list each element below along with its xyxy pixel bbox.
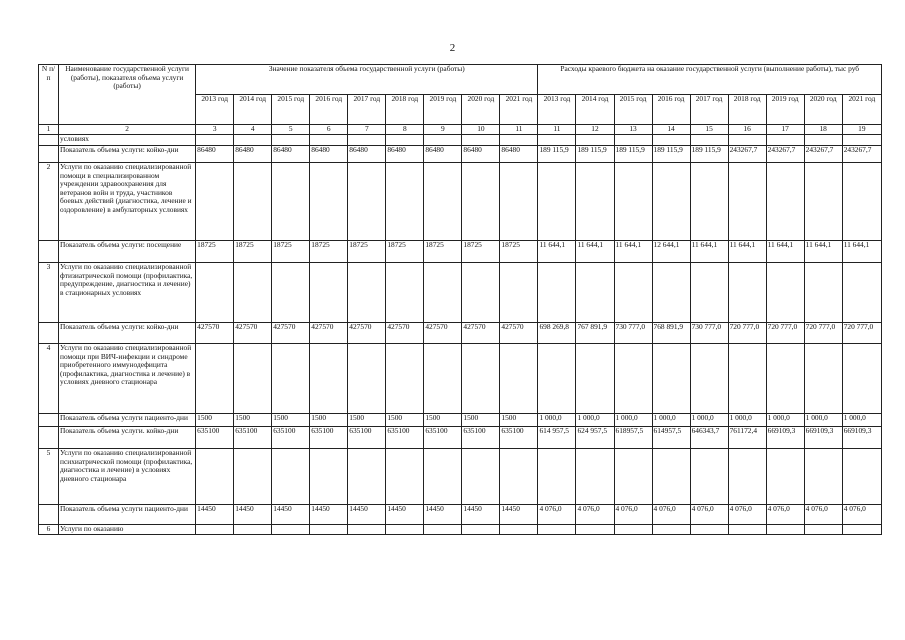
empty-cell bbox=[766, 163, 804, 241]
empty-cell bbox=[500, 344, 538, 414]
service-name: Услуги по оказанию специализированной фтизиатрической помощи (профилактика, предупреждение, диагностика и лечение) в стационарных условиях bbox=[59, 263, 196, 323]
service-name: условиях bbox=[59, 135, 196, 146]
empty-cell bbox=[462, 135, 500, 146]
expense-value: 698 269,8 bbox=[538, 323, 576, 344]
empty-cell bbox=[728, 163, 766, 241]
empty-cell bbox=[386, 344, 424, 414]
empty-cell bbox=[348, 135, 386, 146]
volume-value: 1500 bbox=[500, 414, 538, 427]
table-row bbox=[39, 323, 882, 344]
empty-cell bbox=[500, 525, 538, 535]
expense-value: 1 000,0 bbox=[576, 414, 614, 427]
header-column-index: 9 bbox=[424, 125, 462, 135]
row-number: 4 bbox=[39, 344, 59, 414]
empty-cell bbox=[690, 163, 728, 241]
volume-value: 18725 bbox=[500, 241, 538, 263]
header-column-index: 19 bbox=[842, 125, 881, 135]
expense-value: 4 076,0 bbox=[576, 505, 614, 525]
table-row bbox=[39, 449, 882, 505]
volume-value: 14450 bbox=[424, 505, 462, 525]
empty-cell bbox=[272, 163, 310, 241]
empty-cell bbox=[424, 163, 462, 241]
expense-value: 1 000,0 bbox=[614, 414, 652, 427]
header-volume-year: 2021 год bbox=[500, 95, 538, 125]
volume-value: 1500 bbox=[196, 414, 234, 427]
empty-cell bbox=[576, 263, 614, 323]
empty-cell bbox=[500, 263, 538, 323]
header-column-index: 1 bbox=[39, 125, 59, 135]
volume-value: 86480 bbox=[348, 146, 386, 163]
empty-cell bbox=[196, 344, 234, 414]
header-column-index: 12 bbox=[576, 125, 614, 135]
expense-value: 768 891,9 bbox=[652, 323, 690, 344]
header-expense-group: Расходы краевого бюджета на оказание государственной услуги (выполнение работы), тыс руб bbox=[538, 65, 882, 95]
volume-value: 635100 bbox=[500, 427, 538, 449]
volume-value: 14450 bbox=[348, 505, 386, 525]
volume-value: 86480 bbox=[462, 146, 500, 163]
volume-value: 1500 bbox=[234, 414, 272, 427]
volume-value: 427570 bbox=[462, 323, 500, 344]
expense-value: 11 644,1 bbox=[576, 241, 614, 263]
header-column-index: 2 bbox=[59, 125, 196, 135]
header-volume-year: 2016 год bbox=[310, 95, 348, 125]
expense-value: 1 000,0 bbox=[766, 414, 804, 427]
row-number bbox=[39, 414, 59, 427]
expense-value: 761172,4 bbox=[728, 427, 766, 449]
expense-value: 11 644,1 bbox=[614, 241, 652, 263]
empty-cell bbox=[234, 344, 272, 414]
volume-value: 427570 bbox=[500, 323, 538, 344]
volume-value: 1500 bbox=[424, 414, 462, 427]
volume-value: 86480 bbox=[424, 146, 462, 163]
empty-cell bbox=[196, 525, 234, 535]
empty-cell bbox=[576, 525, 614, 535]
expense-value: 624 957,5 bbox=[576, 427, 614, 449]
header-expense-year: 2014 год bbox=[576, 95, 614, 125]
indicator-name: Показатель объема услуги: койко-дни bbox=[59, 323, 196, 344]
empty-cell bbox=[462, 525, 500, 535]
indicator-name: Показатель объема услуги: койко-дни bbox=[59, 146, 196, 163]
empty-cell bbox=[728, 135, 766, 146]
volume-value: 427570 bbox=[424, 323, 462, 344]
header-expense-year: 2020 год bbox=[804, 95, 842, 125]
empty-cell bbox=[462, 449, 500, 505]
header-volume-year: 2017 год bbox=[348, 95, 386, 125]
empty-cell bbox=[538, 449, 576, 505]
empty-cell bbox=[234, 449, 272, 505]
empty-cell bbox=[804, 263, 842, 323]
volume-value: 1500 bbox=[462, 414, 500, 427]
empty-cell bbox=[310, 344, 348, 414]
volume-value: 427570 bbox=[386, 323, 424, 344]
expense-value: 1 000,0 bbox=[728, 414, 766, 427]
expense-value: 189 115,9 bbox=[538, 146, 576, 163]
header-column-index: 11 bbox=[538, 125, 576, 135]
expense-value: 243267,7 bbox=[766, 146, 804, 163]
row-number bbox=[39, 505, 59, 525]
empty-cell bbox=[386, 525, 424, 535]
empty-cell bbox=[576, 344, 614, 414]
header-column-index: 7 bbox=[348, 125, 386, 135]
expense-value: 11 644,1 bbox=[842, 241, 881, 263]
expense-value: 614 957,5 bbox=[538, 427, 576, 449]
volume-value: 18725 bbox=[424, 241, 462, 263]
empty-cell bbox=[424, 135, 462, 146]
expense-value: 4 076,0 bbox=[766, 505, 804, 525]
empty-cell bbox=[234, 135, 272, 146]
empty-cell bbox=[842, 263, 881, 323]
expense-value: 4 076,0 bbox=[538, 505, 576, 525]
empty-cell bbox=[462, 263, 500, 323]
table-row bbox=[39, 163, 882, 241]
header-column-index: 10 bbox=[462, 125, 500, 135]
service-name: Услуги по оказанию специализированной помощи в специализированном учреждении здравоохранения для ветеранов войн и труда, участников боевых действий (диагностика, лечение и оздоровление) в амбулаторных условиях bbox=[59, 163, 196, 241]
empty-cell bbox=[728, 263, 766, 323]
services-table bbox=[38, 64, 882, 535]
expense-value: 669109,3 bbox=[804, 427, 842, 449]
expense-value: 720 777,0 bbox=[842, 323, 881, 344]
indicator-name: Показатель объема услуги: посещение bbox=[59, 241, 196, 263]
expense-value: 11 644,1 bbox=[690, 241, 728, 263]
empty-cell bbox=[234, 163, 272, 241]
empty-cell bbox=[804, 135, 842, 146]
header-column-index: 6 bbox=[310, 125, 348, 135]
expense-value: 730 777,0 bbox=[690, 323, 728, 344]
empty-cell bbox=[500, 135, 538, 146]
header-column-index: 3 bbox=[196, 125, 234, 135]
table-row bbox=[39, 146, 882, 163]
empty-cell bbox=[652, 525, 690, 535]
empty-cell bbox=[652, 163, 690, 241]
header-column-index: 15 bbox=[690, 125, 728, 135]
row-number bbox=[39, 323, 59, 344]
expense-value: 189 115,9 bbox=[576, 146, 614, 163]
header-volume-year: 2013 год bbox=[196, 95, 234, 125]
empty-cell bbox=[728, 344, 766, 414]
empty-cell bbox=[614, 525, 652, 535]
empty-cell bbox=[538, 163, 576, 241]
row-number bbox=[39, 135, 59, 146]
expense-value: 614957,5 bbox=[652, 427, 690, 449]
empty-cell bbox=[424, 449, 462, 505]
header-volume-year: 2014 год bbox=[234, 95, 272, 125]
expense-value: 669109,3 bbox=[766, 427, 804, 449]
volume-value: 635100 bbox=[462, 427, 500, 449]
volume-value: 14450 bbox=[386, 505, 424, 525]
empty-cell bbox=[842, 525, 881, 535]
empty-cell bbox=[272, 263, 310, 323]
empty-cell bbox=[766, 525, 804, 535]
volume-value: 14450 bbox=[462, 505, 500, 525]
empty-cell bbox=[614, 263, 652, 323]
header-column-index: 14 bbox=[652, 125, 690, 135]
empty-cell bbox=[348, 449, 386, 505]
empty-cell bbox=[462, 163, 500, 241]
expense-value: 4 076,0 bbox=[842, 505, 881, 525]
table-row bbox=[39, 427, 882, 449]
table-row bbox=[39, 525, 882, 535]
service-name: Услуги по оказанию специализированной психиатрической помощи (профилактика, диагностика и лечение) в условиях дневного стационара bbox=[59, 449, 196, 505]
empty-cell bbox=[272, 525, 310, 535]
empty-cell bbox=[728, 525, 766, 535]
empty-cell bbox=[234, 525, 272, 535]
header-expense-year: 2013 год bbox=[538, 95, 576, 125]
indicator-name: Показатель объема услуги пациенто-дни bbox=[59, 414, 196, 427]
header-column-index: 8 bbox=[386, 125, 424, 135]
indicator-name: Показатель объема услуги пациенто-дни bbox=[59, 505, 196, 525]
table-row bbox=[39, 241, 882, 263]
expense-value: 720 777,0 bbox=[804, 323, 842, 344]
empty-cell bbox=[386, 263, 424, 323]
volume-value: 14450 bbox=[196, 505, 234, 525]
empty-cell bbox=[348, 525, 386, 535]
empty-cell bbox=[538, 263, 576, 323]
row-number bbox=[39, 427, 59, 449]
volume-value: 86480 bbox=[310, 146, 348, 163]
table-row bbox=[39, 344, 882, 414]
empty-cell bbox=[842, 344, 881, 414]
volume-value: 18725 bbox=[196, 241, 234, 263]
expense-value: 1 000,0 bbox=[652, 414, 690, 427]
header-column-index: 16 bbox=[728, 125, 766, 135]
empty-cell bbox=[348, 263, 386, 323]
volume-value: 427570 bbox=[234, 323, 272, 344]
empty-cell bbox=[500, 163, 538, 241]
empty-cell bbox=[614, 135, 652, 146]
volume-value: 14450 bbox=[234, 505, 272, 525]
volume-value: 1500 bbox=[310, 414, 348, 427]
empty-cell bbox=[842, 449, 881, 505]
empty-cell bbox=[804, 449, 842, 505]
row-number bbox=[39, 146, 59, 163]
volume-value: 18725 bbox=[310, 241, 348, 263]
table-row bbox=[39, 263, 882, 323]
expense-value: 720 777,0 bbox=[766, 323, 804, 344]
empty-cell bbox=[766, 263, 804, 323]
volume-value: 18725 bbox=[348, 241, 386, 263]
expense-value: 720 777,0 bbox=[728, 323, 766, 344]
volume-value: 635100 bbox=[272, 427, 310, 449]
empty-cell bbox=[804, 525, 842, 535]
header-volume-year: 2019 год bbox=[424, 95, 462, 125]
volume-value: 86480 bbox=[234, 146, 272, 163]
volume-value: 635100 bbox=[310, 427, 348, 449]
empty-cell bbox=[576, 449, 614, 505]
volume-value: 14450 bbox=[500, 505, 538, 525]
row-number: 5 bbox=[39, 449, 59, 505]
header-column-index: 13 bbox=[614, 125, 652, 135]
empty-cell bbox=[310, 135, 348, 146]
expense-value: 1 000,0 bbox=[690, 414, 728, 427]
empty-cell bbox=[842, 135, 881, 146]
empty-cell bbox=[690, 263, 728, 323]
volume-value: 1500 bbox=[348, 414, 386, 427]
volume-value: 18725 bbox=[234, 241, 272, 263]
expense-value: 618957,5 bbox=[614, 427, 652, 449]
header-volume-year: 2020 год bbox=[462, 95, 500, 125]
expense-value: 4 076,0 bbox=[728, 505, 766, 525]
expense-value: 4 076,0 bbox=[804, 505, 842, 525]
volume-value: 18725 bbox=[272, 241, 310, 263]
expense-value: 189 115,9 bbox=[614, 146, 652, 163]
expense-value: 4 076,0 bbox=[690, 505, 728, 525]
volume-value: 18725 bbox=[462, 241, 500, 263]
expense-value: 669109,3 bbox=[842, 427, 881, 449]
empty-cell bbox=[690, 525, 728, 535]
volume-value: 427570 bbox=[310, 323, 348, 344]
table-row bbox=[39, 414, 882, 427]
empty-cell bbox=[804, 344, 842, 414]
empty-cell bbox=[386, 449, 424, 505]
empty-cell bbox=[310, 263, 348, 323]
indicator-name: Показатель объема услуги. койко-дни bbox=[59, 427, 196, 449]
volume-value: 86480 bbox=[386, 146, 424, 163]
header-expense-year: 2016 год bbox=[652, 95, 690, 125]
header-expense-year: 2021 год bbox=[842, 95, 881, 125]
volume-value: 86480 bbox=[196, 146, 234, 163]
empty-cell bbox=[576, 163, 614, 241]
header-volume-year: 2015 год bbox=[272, 95, 310, 125]
volume-value: 14450 bbox=[272, 505, 310, 525]
volume-value: 635100 bbox=[234, 427, 272, 449]
empty-cell bbox=[272, 135, 310, 146]
header-column-index: 18 bbox=[804, 125, 842, 135]
expense-value: 4 076,0 bbox=[652, 505, 690, 525]
expense-value: 11 644,1 bbox=[728, 241, 766, 263]
empty-cell bbox=[348, 163, 386, 241]
header-name: Наименование государственной услуги (работы), показателя объема услуги (работы) bbox=[59, 65, 196, 125]
empty-cell bbox=[766, 344, 804, 414]
volume-value: 635100 bbox=[386, 427, 424, 449]
table-row bbox=[39, 505, 882, 525]
empty-cell bbox=[652, 449, 690, 505]
header-column-index: 17 bbox=[766, 125, 804, 135]
empty-cell bbox=[690, 344, 728, 414]
empty-cell bbox=[690, 449, 728, 505]
header-volume-year: 2018 год bbox=[386, 95, 424, 125]
expense-value: 189 115,9 bbox=[652, 146, 690, 163]
empty-cell bbox=[614, 449, 652, 505]
empty-cell bbox=[652, 344, 690, 414]
empty-cell bbox=[310, 163, 348, 241]
expense-value: 12 644,1 bbox=[652, 241, 690, 263]
expense-value: 1 000,0 bbox=[842, 414, 881, 427]
volume-value: 427570 bbox=[272, 323, 310, 344]
expense-value: 4 076,0 bbox=[614, 505, 652, 525]
volume-value: 18725 bbox=[386, 241, 424, 263]
empty-cell bbox=[196, 135, 234, 146]
expense-value: 730 777,0 bbox=[614, 323, 652, 344]
empty-cell bbox=[652, 135, 690, 146]
empty-cell bbox=[766, 135, 804, 146]
empty-cell bbox=[310, 525, 348, 535]
expense-value: 1 000,0 bbox=[804, 414, 842, 427]
empty-cell bbox=[272, 449, 310, 505]
empty-cell bbox=[804, 163, 842, 241]
empty-cell bbox=[690, 135, 728, 146]
volume-value: 86480 bbox=[500, 146, 538, 163]
volume-value: 635100 bbox=[424, 427, 462, 449]
expense-value: 189 115,9 bbox=[690, 146, 728, 163]
empty-cell bbox=[196, 449, 234, 505]
header-expense-year: 2015 год bbox=[614, 95, 652, 125]
empty-cell bbox=[196, 163, 234, 241]
empty-cell bbox=[576, 135, 614, 146]
empty-cell bbox=[386, 163, 424, 241]
volume-value: 1500 bbox=[272, 414, 310, 427]
volume-value: 14450 bbox=[310, 505, 348, 525]
empty-cell bbox=[842, 163, 881, 241]
empty-cell bbox=[614, 344, 652, 414]
service-name: Услуги по оказанию специализированной помощи при ВИЧ-инфекции и синдроме приобретенного иммунодефицита (профилактика, диагностика и лечение) в условиях дневного стационара bbox=[59, 344, 196, 414]
empty-cell bbox=[766, 449, 804, 505]
header-column-index: 4 bbox=[234, 125, 272, 135]
header-expense-year: 2018 год bbox=[728, 95, 766, 125]
empty-cell bbox=[424, 263, 462, 323]
expense-value: 11 644,1 bbox=[804, 241, 842, 263]
empty-cell bbox=[462, 344, 500, 414]
empty-cell bbox=[500, 449, 538, 505]
empty-cell bbox=[386, 135, 424, 146]
empty-cell bbox=[348, 344, 386, 414]
volume-value: 86480 bbox=[272, 146, 310, 163]
volume-value: 635100 bbox=[196, 427, 234, 449]
expense-value: 11 644,1 bbox=[766, 241, 804, 263]
expense-value: 767 891,9 bbox=[576, 323, 614, 344]
volume-value: 1500 bbox=[386, 414, 424, 427]
service-name: Услуги по оказанию bbox=[59, 525, 196, 535]
expense-value: 11 644,1 bbox=[538, 241, 576, 263]
empty-cell bbox=[234, 263, 272, 323]
header-expense-year: 2019 год bbox=[766, 95, 804, 125]
expense-value: 243267,7 bbox=[728, 146, 766, 163]
row-number: 3 bbox=[39, 263, 59, 323]
table-row bbox=[39, 135, 882, 146]
header-column-index: 5 bbox=[272, 125, 310, 135]
volume-value: 427570 bbox=[196, 323, 234, 344]
empty-cell bbox=[424, 525, 462, 535]
row-number: 6 bbox=[39, 525, 59, 535]
header-volume-group: Значение показателя объема государственной услуги (работы) bbox=[196, 65, 538, 95]
volume-value: 635100 bbox=[348, 427, 386, 449]
empty-cell bbox=[272, 344, 310, 414]
header-num: N п/п bbox=[39, 65, 59, 125]
row-number bbox=[39, 241, 59, 263]
expense-value: 243267,7 bbox=[842, 146, 881, 163]
row-number: 2 bbox=[39, 163, 59, 241]
page-number: 2 bbox=[449, 42, 456, 54]
empty-cell bbox=[652, 263, 690, 323]
expense-value: 646343,7 bbox=[690, 427, 728, 449]
empty-cell bbox=[538, 344, 576, 414]
empty-cell bbox=[728, 449, 766, 505]
header-column-index: 11 bbox=[500, 125, 538, 135]
empty-cell bbox=[614, 163, 652, 241]
empty-cell bbox=[424, 344, 462, 414]
empty-cell bbox=[538, 135, 576, 146]
expense-value: 243267,7 bbox=[804, 146, 842, 163]
volume-value: 427570 bbox=[348, 323, 386, 344]
empty-cell bbox=[196, 263, 234, 323]
header-expense-year: 2017 год bbox=[690, 95, 728, 125]
empty-cell bbox=[538, 525, 576, 535]
expense-value: 1 000,0 bbox=[538, 414, 576, 427]
empty-cell bbox=[310, 449, 348, 505]
